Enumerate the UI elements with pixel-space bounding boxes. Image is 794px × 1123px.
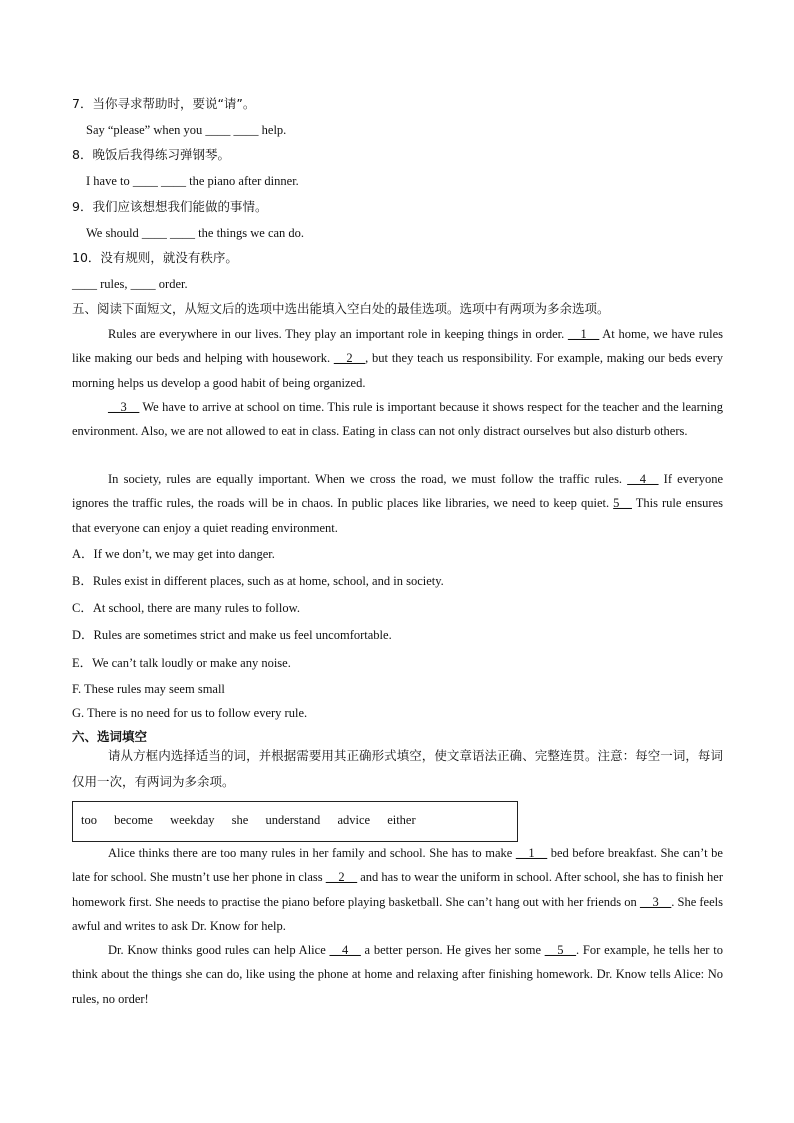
question-8-chinese: 8．晚饭后我得练习弹钢琴。 (72, 147, 230, 162)
question-7-chinese: 7．当你寻求帮助时，要说“请”。 (72, 96, 256, 111)
paragraph-text: If everyone ignores the traffic rules, the roads will be in chaos. In public places like libraries, we need to keep quiet. (72, 472, 723, 511)
question-8-english: I have to ____ ____ the piano after dinner. (86, 174, 299, 188)
blank-1: __1__ (567, 327, 600, 341)
paragraph-text: and has to wear the uniform in school. After school, she has to finish her homework first. She needs to practise the piano before playing basketball. She can’t hang out with her friends on (72, 870, 724, 909)
blank-4: __4__ (329, 943, 361, 957)
blank-5: __5__ (544, 943, 577, 957)
section-5-heading: 五、阅读下面短文，从短文后的选项中选出能填入空白处的最佳选项。选项中有两项为多余选项。 (72, 301, 610, 316)
blank-2: __2__ (333, 351, 366, 366)
word-bank-item: too (81, 813, 97, 827)
option-e: E．We can’t talk loudly or make any noise. (72, 656, 291, 670)
section-6-heading: 六、选词填空 (72, 729, 148, 744)
word-bank-item: either (387, 813, 416, 827)
blank-1: __1__ (515, 846, 548, 860)
reading-paragraph-2 (72, 395, 723, 444)
word-bank-item: advice (337, 813, 371, 827)
paragraph-text: Dr. Know thinks good rules can help Alice (108, 943, 330, 957)
word-bank-item: she (231, 813, 249, 827)
option-c: C．At school, there are many rules to follow. (72, 601, 300, 615)
question-7-english: Say “please” when you ____ ____ help. (86, 123, 287, 137)
paragraph-text: . For example, he tells her to think about the things she can do, like using the phone at home and relaxing after finishing homework. Dr. Know tells Alice: No rules, no order! (72, 943, 723, 1006)
word-bank-item: become (114, 813, 153, 827)
paragraph-text: In society, rules are equally important. When we cross the road, we must follow the traffic rules. (108, 472, 628, 486)
blank-4: __4__ (627, 472, 659, 486)
word-bank-box (72, 801, 518, 842)
cloze-paragraph-2 (72, 938, 723, 1011)
option-b: B．Rules exist in different places, such as at home, school, and in society. (72, 574, 444, 588)
option-d: D．Rules are sometimes strict and make us feel uncomfortable. (72, 628, 392, 642)
reading-paragraph-1 (72, 322, 723, 395)
question-9-chinese: 9．我们应该想想我们能做的事情。 (72, 199, 268, 214)
reading-paragraph-3 (72, 467, 723, 540)
blank-5: 5__ (613, 496, 632, 511)
paragraph-text: bed before breakfast. She can’t be late for school. She mustn’t use her phone in class (72, 846, 723, 885)
paragraph-text: , but they teach us responsibility. For example, making our beds every morning helps us develop a good habit of being organized. (72, 351, 723, 390)
cloze-paragraph-1 (72, 841, 723, 938)
option-a: A．If we don’t, we may get into danger. (72, 547, 275, 561)
word-bank-item: understand (265, 813, 321, 827)
question-9-english: We should ____ ____ the things we can do. (86, 226, 305, 240)
paragraph-text: This rule ensures that everyone can enjoy a quiet reading environment. (72, 496, 723, 535)
paragraph-text: . She feels awful and writes to ask Dr. Know for help. (72, 894, 723, 933)
question-10-chinese: 10．没有规则，就没有秩序。 (72, 250, 238, 265)
blank-2: __2__ (325, 870, 358, 885)
paragraph-text: a better person. He gives her some (360, 943, 545, 957)
word-bank (81, 813, 430, 828)
paragraph-text: We have to arrive at school on time. This rule is important because it shows respect for the teacher and the learning environment. Also, we are not allowed to eat in class. Eating in class can not only distract ourselves but also disturb others. (72, 400, 723, 439)
word-bank-item: weekday (170, 813, 215, 827)
blank-3: __3__ (108, 400, 140, 414)
blank-3: __3__ (639, 894, 672, 909)
paragraph-text: At home, we have rules like making our beds and helping with housework. (72, 327, 723, 366)
section-6-instruction: 请从方框内选择适当的词，并根据需要用其正确形式填空，使文章语法正确、完整连贯。注意：每空一词，每词仅用一次，有两词为多余项。 (72, 748, 723, 789)
paragraph-text: Alice thinks there are too many rules in her family and school. She has to make (108, 846, 516, 860)
option-g: G. There is no need for us to follow every rule. (72, 706, 308, 720)
option-f: F. These rules may seem small (72, 682, 225, 696)
question-10-english: ____ rules, ____ order. (72, 277, 188, 291)
paragraph-text: Rules are everywhere in our lives. They play an important role in keeping things in order. (108, 327, 568, 341)
